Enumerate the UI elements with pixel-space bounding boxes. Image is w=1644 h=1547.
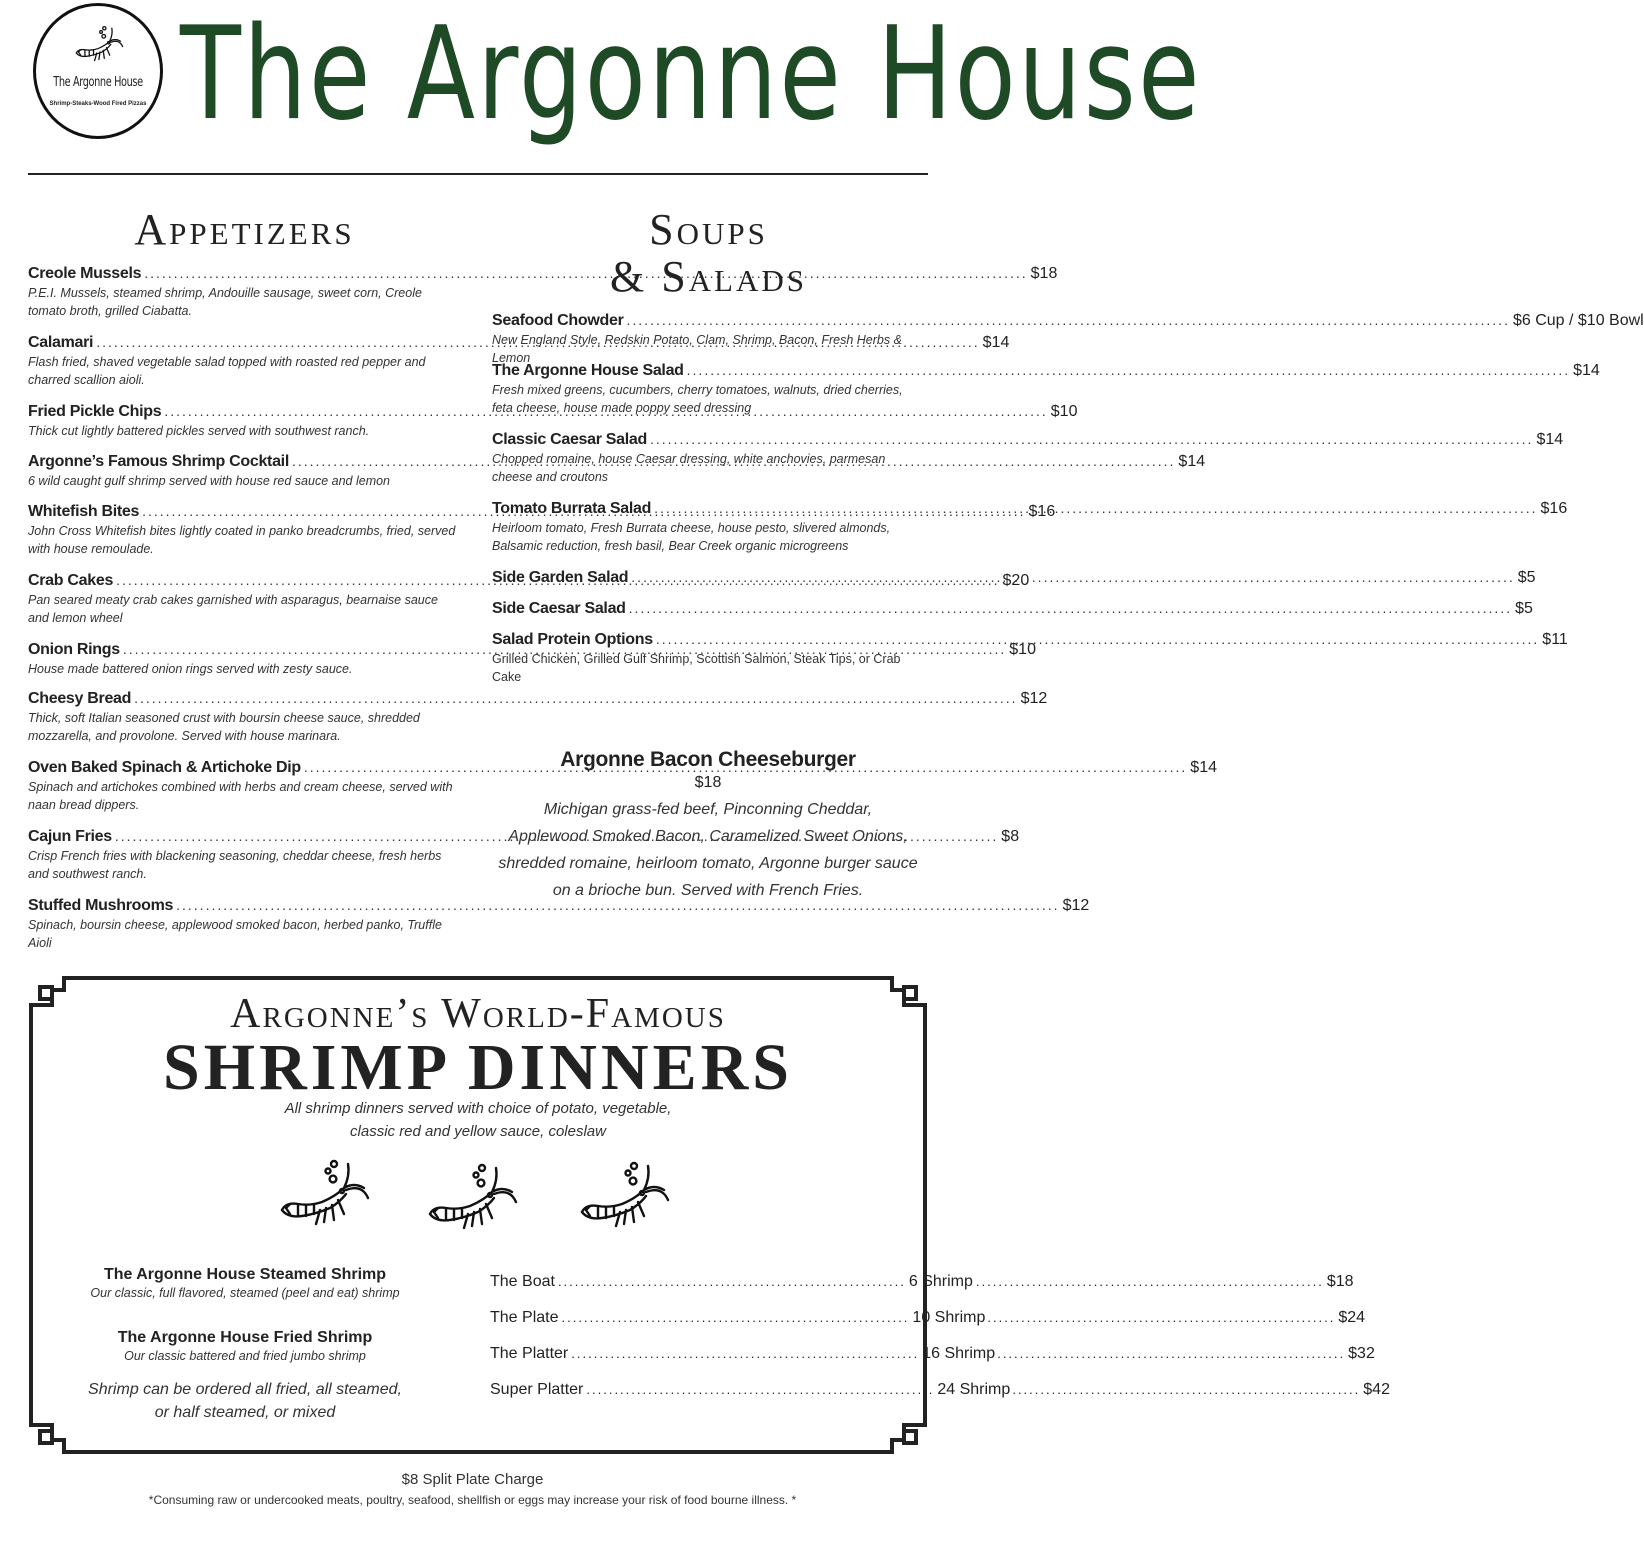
menu-item <box>28 897 1090 952</box>
leader-dots <box>997 1346 1345 1361</box>
menu-item-price: $6 Cup / $10 Bowl <box>1512 312 1644 329</box>
menu-item-price: $14 <box>982 334 1010 351</box>
burger-desc-line: Applewood Smoked Bacon, Caramelized Sweet Onions, <box>508 828 908 845</box>
menu-item <box>492 500 1568 555</box>
menu-item-price: $16 <box>1028 503 1056 520</box>
plate-row-boat <box>490 1273 1354 1291</box>
dinner-description: Our classic battered and fried jumbo shrimp <box>124 1349 366 1363</box>
menu-item-description: House made battered onion rings served with zesty sauce. <box>28 662 353 676</box>
menu-item-row <box>28 403 1078 421</box>
plate-name: The Platter <box>490 1345 569 1362</box>
menu-item-description: New England Style, Redskin Potato, Clam, Shrimp, Bacon, Fresh Herbs & Lemon <box>492 333 902 365</box>
shrimp-icon <box>576 1160 676 1238</box>
logo-name: The Argonne House <box>53 75 143 90</box>
leader-dots <box>629 600 1512 616</box>
menu-item-row <box>492 631 1568 649</box>
menu-item-name: The Argonne House Salad <box>492 362 684 379</box>
menu-item-price: $18 <box>1030 265 1058 282</box>
menu-item-description: Grilled Chicken, Grilled Gulf Shrimp, Scottish Salmon, Steak Tips, or Crab Cake <box>492 652 901 684</box>
menu-item-name: Side Caesar Salad <box>492 600 626 617</box>
plate-name: Super Platter <box>490 1381 584 1398</box>
menu-item <box>492 431 1564 486</box>
menu-item-name: Creole Mussels <box>28 265 142 282</box>
menu-item-description: Crisp French fries with blackening seasoning, cheddar cheese, fresh herbs and southwest ranch. <box>28 849 442 881</box>
logo-ring <box>33 3 163 139</box>
plate-price: $24 <box>1338 1309 1366 1326</box>
leader-dots <box>561 1310 909 1325</box>
burger-feature <box>492 748 924 904</box>
menu-item-description: P.E.I. Mussels, steamed shrimp, Andouille sausage, sweet corn, Creole tomato broth, grilled Ciabatta. <box>28 286 422 318</box>
plate-price: $32 <box>1348 1345 1375 1362</box>
appetizers-heading: Appetizers <box>134 205 355 254</box>
menu-item-description: Thick, soft Italian seasoned crust with boursin cheese sauce, shredded mozzarella, and provolone. Served with house marinara. <box>28 711 420 743</box>
menu-item-row <box>492 600 1533 618</box>
menu-item-price: $20 <box>1002 572 1030 589</box>
menu-item-price: $16 <box>1540 500 1568 517</box>
burger-desc-line: Michigan grass-fed beef, Pinconning Cheddar, <box>543 801 873 818</box>
menu-item-row <box>28 897 1090 915</box>
menu-item-price: $12 <box>1020 690 1048 707</box>
shrimp-icon <box>73 25 127 67</box>
menu-item-price: $5 <box>1517 569 1536 586</box>
burger-name: Argonne Bacon Cheeseburger <box>560 748 856 771</box>
plate-price: $42 <box>1363 1381 1390 1398</box>
menu-item-price: $14 <box>1178 453 1206 470</box>
dinner-name: The Argonne House Fried Shrimp <box>117 1329 373 1346</box>
plate-count: 6 Shrimp <box>908 1273 973 1290</box>
menu-item <box>492 600 1533 618</box>
leader-dots <box>586 1382 934 1397</box>
menu-item-description: Pan seared meaty crab cakes garnished with asparagus, bearnaise sauce and lemon wheel <box>28 593 438 625</box>
menu-item-description: Spinach, boursin cheese, applewood smoked bacon, herbed panko, Truffle Aioli <box>28 918 442 950</box>
plate-row-platter <box>490 1345 1375 1363</box>
soups-heading-line1: Soups <box>649 205 768 254</box>
menu-item-price: $10 <box>1009 641 1036 658</box>
order-note-line: or half steamed, or mixed <box>154 1404 336 1421</box>
plate-count: 16 Shrimp <box>922 1345 996 1362</box>
menu-item-name: Fried Pickle Chips <box>28 403 162 420</box>
food-safety-disclaimer: *Consuming raw or undercooked meats, poultry, seafood, shellfish or eggs may increase your risk of food bourne illness. * <box>148 1493 797 1507</box>
order-note <box>60 1378 430 1424</box>
menu-item-row <box>492 500 1568 518</box>
menu-item-name: Seafood Chowder <box>492 312 624 329</box>
dinner-steamed <box>60 1266 430 1300</box>
leader-dots <box>987 1310 1335 1325</box>
menu-item-description: Fresh mixed greens, cucumbers, cherry tomatoes, walnuts, dried cherries, feta cheese, house made poppy seed dressing <box>492 383 903 415</box>
menu-item-name: Argonne’s Famous Shrimp Cocktail <box>28 453 289 470</box>
menu-item-description: Heirloom tomato, Fresh Burrata cheese, house pesto, slivered almonds, Balsamic reduction, fresh basil, Bear Creek organic microgreens <box>492 521 891 553</box>
menu-item-row <box>28 265 1058 283</box>
logo-tagline: Shrimp-Steaks-Wood Fired Pizzas <box>49 101 147 107</box>
burger-desc-line: shredded romaine, heirloom tomato, Argonne burger sauce <box>498 855 918 872</box>
menu-item-name: Onion Rings <box>28 641 120 658</box>
menu-item-price: $5 <box>1515 600 1533 617</box>
menu-item-name: Calamari <box>28 334 94 351</box>
menu-item-name: Tomato Burrata Salad <box>492 500 652 517</box>
shrimp-supertitle: Argonne’s World-Famous <box>230 991 726 1037</box>
menu-item-name: Side Garden Salad <box>492 569 629 586</box>
menu-item-price: $10 <box>1050 403 1078 420</box>
shrimp-icon <box>424 1162 524 1240</box>
leader-dots <box>656 631 1539 647</box>
leader-dots <box>650 431 1533 447</box>
plate-name: The Plate <box>490 1309 559 1326</box>
menu-item-price: $14 <box>1573 362 1600 379</box>
menu-item-row <box>28 641 1036 659</box>
dinner-name: The Argonne House Steamed Shrimp <box>103 1266 387 1283</box>
menu-item-price: $8 <box>1001 828 1020 845</box>
menu-item-price: $11 <box>1542 631 1568 648</box>
menu-item-row <box>28 690 1048 708</box>
menu-item-name: Salad Protein Options <box>492 631 653 648</box>
menu-item-description: Flash fried, shaved vegetable salad topped with roasted red pepper and charred scallion aioli. <box>28 355 426 387</box>
menu-item-name: Whitefish Bites <box>28 503 140 520</box>
menu-item-name: Cajun Fries <box>28 828 112 845</box>
shrimp-icon <box>276 1158 376 1236</box>
burger-desc-line: on a brioche bun. Served with French Fries. <box>552 882 864 899</box>
restaurant-title: The Argonne House <box>180 0 1202 149</box>
burger-price: $18 <box>694 774 722 791</box>
shrimp-note-line: classic red and yellow sauce, coleslaw <box>350 1123 606 1140</box>
menu-item-description: Spinach and artichokes combined with herbs and cream cheese, served with naan bread dippers. <box>28 780 453 812</box>
burger-description <box>492 796 924 904</box>
plate-row-plate <box>490 1309 1366 1327</box>
menu-item-name: Classic Caesar Salad <box>492 431 647 448</box>
menu-item-name: Cheesy Bread <box>28 690 132 707</box>
dinner-description: Our classic, full flavored, steamed (peel and eat) shrimp <box>90 1286 400 1300</box>
leader-dots <box>134 690 1017 706</box>
menu-item-row <box>492 362 1600 380</box>
menu-item-name: Stuffed Mushrooms <box>28 897 174 914</box>
dinner-fried <box>60 1329 430 1363</box>
menu-item-row <box>492 312 1644 330</box>
leader-dots <box>571 1346 919 1361</box>
menu-item-name: Crab Cakes <box>28 572 114 589</box>
shrimp-title: SHRIMP DINNERS <box>163 1031 793 1104</box>
menu-item-name: Oven Baked Spinach & Artichoke Dip <box>28 759 301 776</box>
leader-dots <box>654 500 1537 516</box>
split-plate-charge: $8 Split Plate Charge <box>401 1471 544 1488</box>
plate-price: $18 <box>1326 1273 1354 1290</box>
leader-dots <box>687 362 1570 378</box>
order-note-line: Shrimp can be ordered all fried, all steamed, <box>88 1381 402 1398</box>
leader-dots <box>631 569 1514 585</box>
leader-dots <box>976 1274 1324 1289</box>
header-divider <box>28 173 928 175</box>
plate-name: The Boat <box>490 1273 555 1290</box>
menu-item-description: 6 wild caught gulf shrimp served with house red sauce and lemon <box>28 474 391 488</box>
menu-item-row <box>492 431 1564 449</box>
menu-item-description: John Cross Whitefish bites lightly coated in panko breadcrumbs, fried, served with house remoulade. <box>28 524 456 556</box>
shrimp-note <box>228 1097 728 1143</box>
menu-item <box>28 690 1048 745</box>
menu-item-description: Chopped romaine, house Caesar dressing, white anchovies, parmesan cheese and croutons <box>492 452 886 484</box>
plate-count: 24 Shrimp <box>937 1381 1011 1398</box>
shrimp-note-line: All shrimp dinners served with choice of potato, vegetable, <box>284 1100 672 1117</box>
leader-dots <box>1012 1382 1360 1397</box>
logo <box>33 3 163 139</box>
soups-heading-line2: & Salads <box>609 252 808 301</box>
plate-row-super-platter <box>490 1381 1390 1399</box>
leader-dots <box>558 1274 906 1289</box>
menu-item-price: $12 <box>1062 897 1090 914</box>
leader-dots <box>627 312 1510 328</box>
menu-item-price: $14 <box>1536 431 1564 448</box>
plate-count: 10 Shrimp <box>912 1309 986 1326</box>
menu-item-price: $14 <box>1190 759 1217 776</box>
menu-item-description: Thick cut lightly battered pickles served with southwest ranch. <box>28 424 370 438</box>
